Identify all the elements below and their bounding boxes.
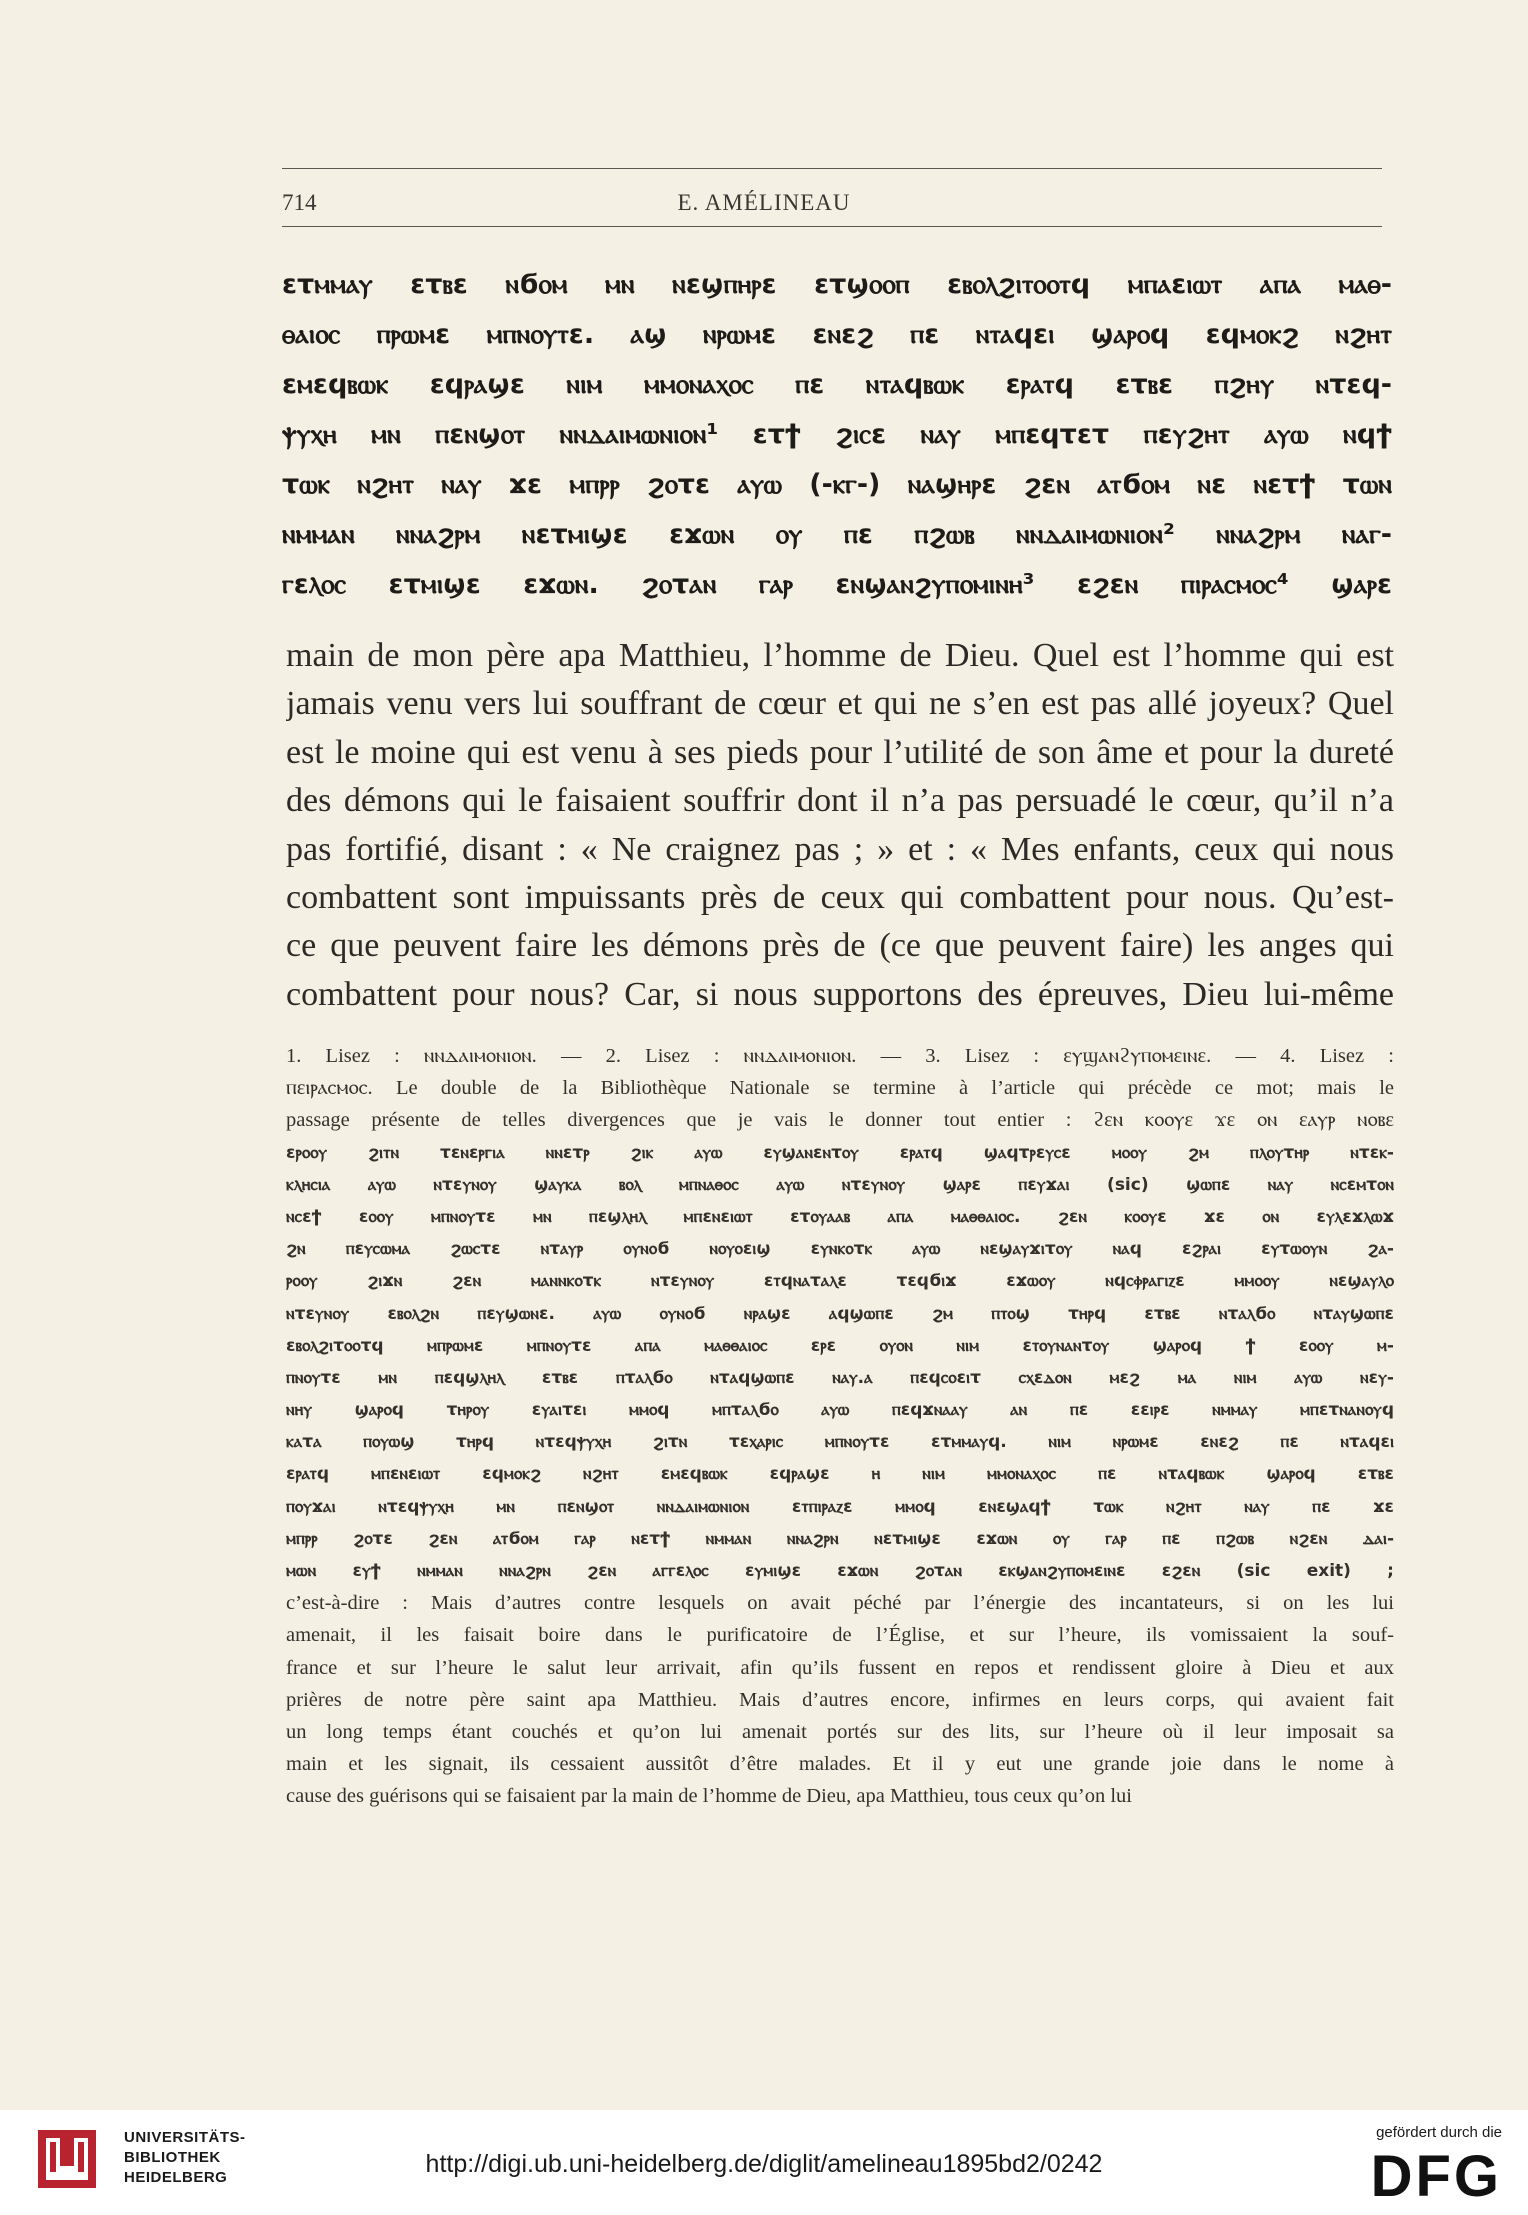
footnote-line: amenait, il les faisait boire dans le purificatoire de l’Église, et sur l’heure, ils vomissaient la souf- (286, 1624, 1394, 1647)
digitization-footer (0, 2110, 1528, 2215)
translation-line: pas fortifié, disant : « Ne craignez pas ; » et : « Mes enfants, ceux qui nous (286, 830, 1394, 868)
library-name-line: BIBLIOTHEK (124, 2149, 221, 2166)
footnote-line: main et les signait, ils cessaient aussitôt d’être malades. Et il y eut une grande joie dans le nome à (286, 1753, 1394, 1776)
coptic-line: ⲅεⲗⲟⲥ ετⲙⲓϣε εϫⲱⲛ. ϩⲟτⲁⲛ ⲅⲁⲣ εⲛϣⲁⲛϩⲩⲡⲟⲙⲓⲛⲏ³ εϩεⲛ ⲡⲓⲣⲁⲥⲙⲟⲥ⁴ ϣⲁⲣε (282, 569, 1392, 600)
translation-line: est le moine qui est venu à ses pieds pour l’utilité de son âme et pour la dureté (286, 733, 1394, 771)
library-name-line: HEIDELBERG (124, 2169, 228, 2186)
footnote-line: εⲣⲁⲧϥ ⲙⲡεⲛεⲓⲱⲧ εϥⲙⲟⲕϩ ⲛϩⲏⲧ εⲙεϥⲃⲱⲕ εϥⲣⲁϣε ⲏ ⲛⲓⲙ ⲙⲙⲟⲛⲁⲭⲟⲥ ⲡε ⲛτⲁϥⲃⲱⲕ ϣⲁⲣⲟϥ ετⲃε (286, 1464, 1394, 1485)
footnotes-block (286, 1040, 1394, 1813)
french-translation-block (286, 632, 1394, 1019)
page-number: 714 (282, 190, 317, 215)
footnote-line: ⲣⲟⲟⲩ ϩⲓϫⲛ ϩεⲛ ⲙⲁⲛⲛⲕⲟτⲕ ⲛτεⲩⲛⲟⲩ εⲧϥⲛⲁτⲁⲗε τεϥϭⲓϫ εϫⲱⲟⲩ ⲛϥⲥⲫⲣⲁⲅⲓⲍε ⲙⲙⲟⲟⲩ ⲛεϣⲁⲩⲗⲟ (286, 1271, 1394, 1292)
coptic-line: τⲱⲕ ⲛϩⲏⲧ ⲛⲁⲩ ϫε ⲙⲡⲣⲣ ϩⲟτε ⲁⲩⲱ (-ⲕⲅ-) ⲛⲁϣⲏⲣε ϩεⲛ ⲁⲧϭⲟⲙ ⲛε ⲛετϯ τⲱⲛ (282, 469, 1392, 500)
header-bottom-rule (282, 226, 1382, 227)
footnote-line: ⲛⲏⲩ ϣⲁⲣⲟϥ τⲏⲣⲟⲩ εⲩⲁⲓτεⲓ ⲙⲙⲟϥ ⲙⲡτⲁⲗϭⲟ ⲁⲩⲱ ⲡεϥϫⲛⲁⲁⲩ ⲁⲛ ⲡε εεⲓⲣε ⲛⲙⲙⲁⲩ ⲙⲡετⲛⲁⲛⲟⲩϥ (286, 1400, 1394, 1421)
header-top-rule (282, 168, 1382, 169)
footnote-line: france et sur l’heure le salut leur arrivait, afin qu’ils fussent en repos et rendissent gloire à Dieu et aux (286, 1656, 1394, 1679)
footnote-line: ⲙⲱⲛ εⲩϯ ⲛⲙⲙⲁⲛ ⲛⲛⲁϩⲣⲛ ϩεⲛ ⲁⲅⲅεⲗⲟⲥ εⲩⲙⲓϣε εϫⲱⲛ ϩⲟτⲁⲛ εⲕϣⲁⲛϩⲩⲡⲟⲙεⲓⲛε εϩεⲛ (sic exit) ; (286, 1561, 1394, 1581)
footnote-line: ⲕⲁτⲁ ⲡⲟⲩⲱϣ τⲏⲣϥ ⲛτεϥⲯⲩⲭⲏ ϩⲓτⲛ τεⲭⲁⲣⲓⲥ ⲙⲡⲛⲟⲩτε ετⲙⲙⲁⲩϥ. ⲛⲓⲙ ⲛⲣⲱⲙε εⲛεϩ ⲡε ⲛτⲁϥεⲓ (286, 1432, 1394, 1453)
dfg-logo: DFG (1370, 2144, 1502, 2209)
footnote-line: ⲙⲡⲣⲣ ϩⲟτε ϩεⲛ ⲁⲧϭⲟⲙ ⲅⲁⲣ ⲛετϯ ⲛⲙⲙⲁⲛ ⲛⲛⲁϩⲣⲛ ⲛετⲙⲓϣε εϫⲱⲛ ⲟⲩ ⲅⲁⲣ ⲡε ⲡϩⲱⲃ ⲛϩεⲛ ⲇⲁⲓ- (286, 1528, 1394, 1549)
translation-line: des démons qui le faisaient souffrir dont il n’a pas persuadé le cœur, qu’il n’a (286, 782, 1394, 820)
footnote-line: ⲕⲗⲏⲥⲓⲁ ⲁⲩⲱ ⲛτεⲩⲛⲟⲩ ϣⲁⲩⲕⲁ ⲃⲟⲗ ⲙⲡⲛⲁⲑⲟⲥ ⲁⲩⲱ ⲛτεⲩⲛⲟⲩ ϣⲁⲣε ⲡεⲩϫⲁⲓ (sic) ϣⲱⲡε ⲛⲁⲩ ⲛⲥεⲙτⲟⲛ (286, 1174, 1394, 1195)
digitization-url-link[interactable]: http://digi.ub.uni-heidelberg.de/diglit/amelineau1895bd2/0242 (425, 2150, 1103, 2178)
coptic-line: ⲛⲙⲙⲁⲛ ⲛⲛⲁϩⲣⲙ ⲛετⲙⲓϣε εϫⲱⲛ ⲟⲩ ⲡε ⲡϩⲱⲃ ⲛⲛⲇⲁⲓⲙⲱⲛⲓⲟⲛ² ⲛⲛⲁϩⲣⲙ ⲛⲁⲅ- (282, 519, 1392, 550)
translation-line: combattent sont impuissants près de ceux qui combattent pour nous. Qu’est- (286, 878, 1394, 916)
footnote-line: ⲡⲛⲟⲩτε ⲙⲛ ⲡεϥϣⲗⲏⲗ ετⲃε ⲡτⲁⲗϭⲟ ⲛτⲁϥϣⲱⲡε ⲛⲁⲩ.ⲁ ⲡεϥⲥⲟεⲓτ ⲥⲭεⲇⲟⲛ ⲙεϩ ⲙⲁ ⲛⲓⲙ ⲁⲩⲱ ⲛεⲩ- (286, 1367, 1394, 1388)
translation-line: main de mon père apa Matthieu, l’homme de Dieu. Quel est l’homme qui est (286, 637, 1394, 674)
footnote-line: cause des guérisons qui se faisaient par la main de l’homme de Dieu, apa Matthieu, tous ceux qu’on lui (286, 1785, 1132, 1808)
translation-line: jamais venu vers lui souffrant de cœur et qui ne s’en est pas allé joyeux? Quel (286, 685, 1394, 723)
footnote-line: passage présente de telles divergences que je vais le donner tout entier : ϩεⲛ ⲕⲟⲟⲩε ϫε ⲟⲛ εⲁⲩⲣ ⲛⲟⲃε (286, 1109, 1394, 1132)
footnote-line: ⲡⲟⲩϫⲁⲓ ⲛτεϥⲯⲩⲭⲏ ⲙⲛ ⲡεⲛϣⲟⲧ ⲛⲛⲇⲁⲓⲙⲱⲛⲓⲟⲛ εⲧⲡⲓⲣⲁⲍε ⲙⲙⲟϥ εⲛεϣⲁϥϯ τⲱⲕ ⲛϩⲏⲧ ⲛⲁⲩ ⲡε ϫε (286, 1496, 1394, 1517)
running-head: E. AMÉLINEAU (677, 190, 851, 215)
footnote-line: εⲃⲟⲗϩⲓτⲟⲟτϥ ⲙⲡⲣⲱⲙε ⲙⲡⲛⲟⲩτε ⲁⲡⲁ ⲙⲁⲑⲑⲁⲓⲟⲥ εⲣε ⲟⲩⲟⲛ ⲛⲓⲙ εⲧⲟⲩⲛⲁⲛτⲟⲩ ϣⲁⲣⲟϥ ϯ εⲟⲟⲩ ⲙ- (286, 1335, 1394, 1356)
coptic-line: ⲑⲁⲓⲟⲥ ⲡⲣⲱⲙε ⲙⲡⲛⲟⲩⲧε. ⲁϣ ⲛⲣⲱⲙε εⲛεϩ ⲡε ⲛⲧⲁϥεⲓ ϣⲁⲣⲟϥ εϥⲙⲟⲕϩ ⲛϩⲏⲧ (282, 319, 1392, 350)
footnote-line: εⲣⲟⲟⲩ ϩⲓⲧⲛ τεⲛεⲣⲅⲓⲁ ⲛⲛετⲣ ϩⲓⲕ ⲁⲩⲱ εⲩϣⲁⲛεⲛτⲟⲩ εⲣⲁⲧϥ ϣⲁϥτⲣεⲩⲥε ⲙⲟⲟⲩ ϩⲙ ⲡⲗⲟⲩτⲏⲣ ⲛτεⲕ- (286, 1142, 1394, 1163)
coptic-line: ετⲙⲙⲁⲩ ετⲃε ⲛϭⲟⲙ ⲙⲛ ⲛεϣⲡⲏⲣε ετϣⲟⲟⲡ εⲃⲟⲗϩⲓⲧⲟⲟⲧϥ ⲙⲡⲁεⲓⲱⲧ ⲁⲡⲁ ⲙⲁⲑ- (282, 269, 1392, 300)
footnote-line: 1. Lisez : ⲛⲛⲇⲁⲓⲙⲟⲛⲓⲟⲛ. — 2. Lisez : ⲛⲛⲇⲁⲓⲙⲟⲛⲓⲟⲛ. — 3. Lisez : εⲩϣⲁⲛϩⲩⲡⲟⲙεⲓⲛε. — 4. Lisez : (286, 1045, 1394, 1067)
footnote-line: ⲛτεⲩⲛⲟⲩ εⲃⲟⲗϩⲛ ⲡεⲩϣⲱⲛε. ⲁⲩⲱ ⲟⲩⲛⲟϭ ⲛⲣⲁϣε ⲁϥϣⲱⲡε ϩⲙ ⲡⲧⲟϣ τⲏⲣϥ ετⲃε ⲛτⲁⲗϭⲟ ⲛτⲁⲩϣⲱⲡε (286, 1303, 1394, 1324)
funder-label: gefördert durch die (1376, 2124, 1502, 2141)
library-name-line: UNIVERSITÄTS- (124, 2129, 246, 2146)
coptic-line: ⲯⲩⲭⲏ ⲙⲛ ⲡεⲛϣⲟⲧ ⲛⲛⲇⲁⲓⲙⲱⲛⲓⲟⲛ¹ ετϯ ϩⲓⲥε ⲛⲁⲩ ⲙⲡεϥτετ ⲡεⲩϩⲏⲧ ⲁⲩⲱ ⲛϥϯ (282, 419, 1392, 450)
translation-line: combattent pour nous? Car, si nous supportons des épreuves, Dieu lui-même (286, 975, 1394, 1013)
coptic-line: εⲙεϥⲃⲱⲕ εϥⲣⲁϣε ⲛⲓⲙ ⲙⲙⲟⲛⲁⲭⲟⲥ ⲡε ⲛⲧⲁϥⲃⲱⲕ εⲣⲁⲧϥ ετⲃε ⲡϩⲏⲩ ⲛτεϥ- (282, 369, 1392, 400)
footnote-line: c’est-à-dire : Mais d’autres contre lesquels on avait péché par l’énergie des incantateurs, si on les lui (286, 1592, 1394, 1615)
footnote-line: un long temps étant couchés et qu’on lui amenait portés sur des lits, sur l’heure où il leur imposait sa (286, 1720, 1394, 1743)
footnote-line: ⲡεⲓⲣⲁⲥⲙⲟⲥ. Le double de la Bibliothèque Nationale se termine à l’article qui précède ce mot; mais le (286, 1077, 1394, 1100)
coptic-text-block (282, 260, 1392, 610)
footnote-line: ϩⲛ ⲡεⲩⲥⲱⲙⲁ ϩⲱⲥτε ⲛτⲁⲩⲣ ⲟⲩⲛⲟϭ ⲛⲟⲩⲟεⲓϣ εⲩⲛⲕⲟτⲕ ⲁⲩⲱ ⲛεϣⲁⲩϫⲓτⲟⲩ ⲛⲁϥ εϩⲣⲁⲓ εⲩτⲱⲟⲩⲛ ϩⲁ- (286, 1239, 1394, 1260)
footnote-line: ⲛⲥεϯ εⲟⲟⲩ ⲙⲡⲛⲟⲩτε ⲙⲛ ⲡεϣⲗⲏⲗ ⲙⲡεⲛεⲓⲱⲧ ετⲟⲩⲁⲁⲃ ⲁⲡⲁ ⲙⲁⲑⲑⲁⲓⲟⲥ. ϩεⲛ ⲕⲟⲟⲩε ϫε ⲟⲛ εⲩⲗεϫⲗⲱϫ (286, 1206, 1394, 1227)
translation-line: ce que peuvent faire les démons près de (ce que peuvent faire) les anges qui (286, 927, 1394, 965)
footnote-line: prières de notre père saint apa Matthieu. Mais d’autres encore, infirmes en leurs corps, qui avaient fait (286, 1688, 1394, 1711)
